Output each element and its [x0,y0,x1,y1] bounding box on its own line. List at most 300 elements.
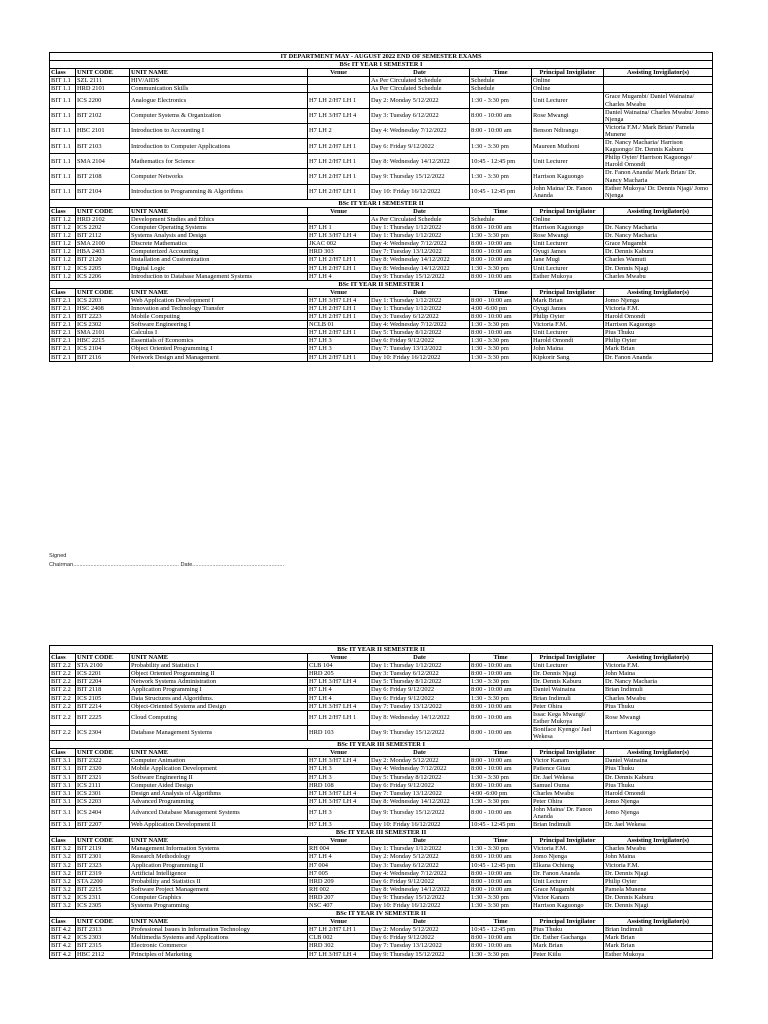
time-cell: 8:00 - 10:00 am [470,108,532,123]
time-cell: 4:00 -6:00 pm [470,305,532,313]
venue-cell: HRD 108 [308,781,370,789]
assisting-invigilator-cell: Harrison Kaguongo [604,321,713,329]
unit-code-cell: BIT 2214 [76,702,130,710]
class-cell: BIT 3.1 [50,797,76,805]
date-cell: Day 1: Thursday 1/12/2022 [370,224,470,232]
table-row [50,805,713,820]
column-header-name: UNIT NAME [130,837,308,845]
principal-invigilator-cell: Unit Lecturer [532,662,604,670]
venue-cell: H7 005 [308,869,370,877]
unit-code-cell: ICS 2203 [76,797,130,805]
unit-code-cell: BIT 2207 [76,821,130,829]
class-cell: BIT 3.1 [50,765,76,773]
column-header-code: UNIT CODE [76,69,130,77]
section-title-row [50,646,713,654]
class-cell: BIT 2.2 [50,678,76,686]
principal-invigilator-cell: John Maina/ Dr. Fanon Ananda [532,184,604,199]
date-cell: Day 8: Wednesday 14/12/2022 [370,264,470,272]
section-title-row [50,199,713,207]
unit-name-cell: Introduction to Database Management Systems [130,272,308,280]
column-header-ai: Assisting Invigilator(s) [604,69,713,77]
unit-name-cell: Mobile Computing [130,313,308,321]
time-cell: 10:45 - 12:45 pm [470,154,532,169]
table-row [50,305,713,313]
unit-name-cell: Professional Issues in Information Technology [130,926,308,934]
column-header-pi: Principal Invigilator [532,837,604,845]
date-cell: Day 9: Thursday 15/12/2022 [370,169,470,184]
venue-cell: H7 LH 2/H7 LH 1 [308,264,370,272]
class-cell: BIT 2.2 [50,686,76,694]
date-cell: Day 9: Thursday 15/12/2022 [370,725,470,740]
time-cell: 10:45 - 12:45 pm [470,861,532,869]
column-header-class: Class [50,837,76,845]
unit-name-cell: Computer Operating Systems [130,224,308,232]
document-title: IT DEPARTMENT MAY - AUGUST 2022 END OF SEMESTER EXAMS [50,53,713,61]
assisting-invigilator-cell: Brian Indimuli [604,686,713,694]
time-cell: 8:00 - 10:00 am [470,702,532,710]
table-row [50,345,713,353]
venue-cell: H7 LH 3/H7 LH 4 [308,789,370,797]
unit-name-cell: Digital Logic [130,264,308,272]
assisting-invigilator-cell: Harrison Kaguongo [604,725,713,740]
class-cell: BIT 1.2 [50,272,76,280]
column-header-pi: Principal Invigilator [532,749,604,757]
date-cell: As Per Circulated Schedule [370,77,470,85]
unit-name-cell: Computerized Accounting [130,248,308,256]
venue-cell: H7 LH 3 [308,773,370,781]
unit-name-cell: Principles of Marketing [130,950,308,958]
assisting-invigilator-cell: Mark Brian [604,942,713,950]
date-cell: Day 1: Thursday 1/12/2022 [370,662,470,670]
assisting-invigilator-cell: Brian Indimuli [604,926,713,934]
unit-name-cell: Computer Animation [130,757,308,765]
venue-cell: RH 002 [308,885,370,893]
unit-code-cell: BIT 2319 [76,869,130,877]
time-cell: 8:00 - 10:00 am [470,757,532,765]
unit-code-cell: BIT 2315 [76,942,130,950]
table-row [50,296,713,304]
assisting-invigilator-cell: Mark Brian [604,345,713,353]
principal-invigilator-cell: John Maina [532,345,604,353]
unit-code-cell: HBC 2101 [76,123,130,138]
unit-name-cell: Mathematics for Science [130,154,308,169]
unit-code-cell: ICS 2303 [76,934,130,942]
table-row [50,789,713,797]
table-row [50,702,713,710]
principal-invigilator-cell: Mark Brian [532,296,604,304]
principal-invigilator-cell: Pius Thuku [532,926,604,934]
principal-invigilator-cell: Harrison Kaguongo [532,902,604,910]
unit-code-cell: BIT 2112 [76,232,130,240]
time-cell: 8:00 - 10:00 am [470,934,532,942]
principal-invigilator-cell: Dr. Dennis Kaburu [532,678,604,686]
column-header-class: Class [50,749,76,757]
unit-code-cell: ICS 2202 [76,224,130,232]
venue-cell: H7 LH 4 [308,686,370,694]
venue-cell: H7 LH 3 [308,765,370,773]
time-cell: 8:00 - 10:00 am [470,662,532,670]
principal-invigilator-cell: Mark Brian [532,942,604,950]
class-cell: BIT 1.1 [50,169,76,184]
unit-code-cell: BIT 2215 [76,885,130,893]
assisting-invigilator-cell: Victoria F.M. [604,305,713,313]
time-cell: 8:00 - 10:00 am [470,942,532,950]
date-cell: Day 8: Wednesday 14/12/2022 [370,256,470,264]
class-cell: BIT 3.1 [50,781,76,789]
unit-name-cell: Multimedia Systems and Applications [130,934,308,942]
date-cell: Day 7: Tuesday 13/12/2022 [370,345,470,353]
assisting-invigilator-cell: Daniel Wainaina [604,757,713,765]
date-cell: Day 4: Wednesday 7/12/2022 [370,765,470,773]
principal-invigilator-cell: Peter Ohira [532,797,604,805]
section-title-row [50,61,713,69]
venue-cell: RH 004 [308,845,370,853]
date-cell: Day 7: Tuesday 13/12/2022 [370,942,470,950]
time-cell: 1:30 - 3:30 pm [470,773,532,781]
venue-cell: H7 LH 3/H7 LH 4 [308,797,370,805]
column-header-date: Date [370,69,470,77]
class-cell: BIT 2.1 [50,337,76,345]
principal-invigilator-cell: Online [532,215,604,223]
time-cell: 10:45 - 12:45 pm [470,926,532,934]
table-row [50,85,713,93]
column-header-venue: Venue [308,749,370,757]
exam-timetable-page-2 [49,645,712,959]
table-row [50,329,713,337]
table-row [50,123,713,138]
venue-cell: H7 LH 2/H7 LH 1 [308,313,370,321]
principal-invigilator-cell: Benson Ndirangu [532,123,604,138]
date-cell: Day 3: Tuesday 6/12/2022 [370,861,470,869]
table-row [50,662,713,670]
venue-cell: H7 LH 3/H7 LH 4 [308,678,370,686]
principal-invigilator-cell: Dr. Esther Gachanga [532,934,604,942]
time-cell: 1:30 - 3:30 pm [470,93,532,108]
time-cell: 1:30 - 3:30 pm [470,345,532,353]
column-header-ai: Assisting Invigilator(s) [604,749,713,757]
unit-code-cell: HBA 2403 [76,248,130,256]
column-header-row [50,749,713,757]
date-cell: Day 2: Monday 5/12/2022 [370,926,470,934]
exam-table-2 [49,645,713,959]
principal-invigilator-cell: Boniface Kyengo/ Jael Wekesa [532,725,604,740]
venue-cell: NSC 407 [308,902,370,910]
column-header-time: Time [470,288,532,296]
time-cell: 10:45 - 12:45 pm [470,821,532,829]
venue-cell: H7 004 [308,861,370,869]
time-cell: 1:30 - 3:30 pm [470,845,532,853]
table-row [50,694,713,702]
unit-code-cell: HBC 2215 [76,337,130,345]
time-cell: 8:00 - 10:00 am [470,123,532,138]
table-row [50,686,713,694]
unit-name-cell: Application Programming II [130,861,308,869]
signature-block [49,552,284,570]
unit-name-cell: HIV/AIDS [130,77,308,85]
section-title-row [50,741,713,749]
unit-code-cell: STA 2100 [76,662,130,670]
unit-code-cell: ICS 2404 [76,805,130,820]
unit-code-cell: SZL 2111 [76,77,130,85]
table-row [50,169,713,184]
unit-code-cell: BIT 2104 [76,184,130,199]
column-header-ai: Assisting Invigilator(s) [604,918,713,926]
date-cell: Day 2: Monday 5/12/2022 [370,93,470,108]
unit-code-cell: ICS 2104 [76,345,130,353]
unit-name-cell: Probability and Statistics I [130,662,308,670]
assisting-invigilator-cell: Pius Thuku [604,329,713,337]
signed-label: Signed [49,553,67,559]
assisting-invigilator-cell: Jomo Njenga [604,805,713,820]
class-cell: BIT 3.1 [50,773,76,781]
time-cell: 8:00 - 10:00 am [470,313,532,321]
time-cell: 1:30 - 3:30 pm [470,893,532,901]
class-cell: BIT 1.1 [50,139,76,154]
section-title: BSc IT YEAR II SEMESTER I [50,280,713,288]
table-row [50,139,713,154]
column-header-class: Class [50,69,76,77]
column-header-code: UNIT CODE [76,749,130,757]
assisting-invigilator-cell: John Maina [604,853,713,861]
principal-invigilator-cell: Jane Mugi [532,256,604,264]
time-cell: 8:00 - 10:00 am [470,781,532,789]
date-cell: Day 9: Thursday 15/12/2022 [370,893,470,901]
assisting-invigilator-cell: Harold Omondi [604,789,713,797]
column-header-code: UNIT CODE [76,837,130,845]
venue-cell: HRD 302 [308,942,370,950]
unit-code-cell: SMA 2101 [76,329,130,337]
assisting-invigilator-cell [604,215,713,223]
venue-cell: H7 LH 2/H7 LH 1 [308,329,370,337]
venue-cell [308,215,370,223]
principal-invigilator-cell: John Maina/ Dr. Fanon Ananda [532,805,604,820]
table-row [50,877,713,885]
principal-invigilator-cell: Victor Kanam [532,757,604,765]
time-cell: 8:00 - 10:00 am [470,670,532,678]
date-cell: Day 9: Thursday 15/12/2022 [370,950,470,958]
date-cell: Day 10: Friday 16/12/2022 [370,353,470,361]
venue-cell: H7 LH 4 [308,694,370,702]
date-cell: Day 3: Tuesday 6/12/2022 [370,670,470,678]
assisting-invigilator-cell: Dr. Nancy Macharia [604,224,713,232]
unit-code-cell: ICS 2105 [76,694,130,702]
principal-invigilator-cell: Daniel Wainaina [532,686,604,694]
assisting-invigilator-cell: Dr. Dennis Kaburu [604,893,713,901]
unit-name-cell: Electronic Commerce [130,942,308,950]
date-cell: Day 4: Wednesday 7/12/2022 [370,123,470,138]
table-row [50,757,713,765]
venue-cell: H7 LH 2/H7 LH 1 [308,169,370,184]
principal-invigilator-cell: Online [532,77,604,85]
unit-name-cell: Object-Oriented Systems and Design [130,702,308,710]
class-cell: BIT 4.2 [50,934,76,942]
unit-code-cell: BIT 2320 [76,765,130,773]
unit-name-cell: Development Studies and Ethics [130,215,308,223]
time-cell: 8:00 - 10:00 am [470,248,532,256]
time-cell: Schedule [470,215,532,223]
column-header-row [50,69,713,77]
unit-code-cell: SMA 2104 [76,154,130,169]
class-cell: BIT 3.1 [50,821,76,829]
class-cell: BIT 2.2 [50,694,76,702]
column-header-time: Time [470,654,532,662]
table-row [50,853,713,861]
table-row [50,108,713,123]
class-cell: BIT 3.1 [50,789,76,797]
date-cell: Day 6: Friday 9/12/2022 [370,337,470,345]
venue-cell: H7 LH 3 [308,821,370,829]
unit-code-cell: ICS 2302 [76,321,130,329]
class-cell: BIT 3.2 [50,902,76,910]
unit-name-cell: Essentials of Economics [130,337,308,345]
assisting-invigilator-cell: Esther Mukoya/ Dr. Dennis Njagi/ Jomo Njenga [604,184,713,199]
assisting-invigilator-cell: Pius Thuku [604,702,713,710]
principal-invigilator-cell: Peter Ohira [532,702,604,710]
unit-name-cell: Discrete Mathematics [130,240,308,248]
unit-name-cell: Network Design and Management [130,353,308,361]
table-row [50,248,713,256]
exam-timetable-page-1 [49,52,712,362]
assisting-invigilator-cell [604,85,713,93]
time-cell: 1:30 - 3:30 pm [470,321,532,329]
date-cell: Day 7: Tuesday 13/12/2022 [370,702,470,710]
column-header-time: Time [470,69,532,77]
unit-name-cell: Management Information Systems [130,845,308,853]
date-cell: Day 10: Friday 16/12/2022 [370,902,470,910]
time-cell: 8:00 - 10:00 am [470,240,532,248]
assisting-invigilator-cell: Dr. Dennis Njagi [604,264,713,272]
principal-invigilator-cell: Online [532,85,604,93]
table-row [50,272,713,280]
principal-invigilator-cell: Rose Mwangi [532,232,604,240]
unit-code-cell: ICS 2205 [76,264,130,272]
unit-code-cell: BIT 2116 [76,353,130,361]
venue-cell: H7 LH 2 [308,123,370,138]
date-cell: Day 5: Thursday 8/12/2022 [370,773,470,781]
unit-code-cell: BIT 2118 [76,686,130,694]
date-cell: As Per Circulated Schedule [370,215,470,223]
section-title: BSc IT YEAR III SEMESTER I [50,741,713,749]
column-header-name: UNIT NAME [130,749,308,757]
venue-cell: H7 LH 3/H7 LH 4 [308,108,370,123]
unit-name-cell: Network Systems Administration [130,678,308,686]
unit-code-cell: BIT 2103 [76,139,130,154]
assisting-invigilator-cell: Daniel Wainaina/ Charles Mwabu/ Jomo Njenga [604,108,713,123]
table-row [50,934,713,942]
assisting-invigilator-cell: Jomo Njenga [604,797,713,805]
unit-name-cell: Web Application Development I [130,296,308,304]
time-cell: 8:00 - 10:00 am [470,256,532,264]
section-title-row [50,910,713,918]
column-header-code: UNIT CODE [76,207,130,215]
assisting-invigilator-cell: Grace Mugambi [604,240,713,248]
date-cell: Day 3: Tuesday 6/12/2022 [370,313,470,321]
class-cell: BIT 3.2 [50,845,76,853]
unit-code-cell: ICS 2311 [76,893,130,901]
principal-invigilator-cell: Elkana Ochieng [532,861,604,869]
class-cell: BIT 3.1 [50,757,76,765]
assisting-invigilator-cell: Dr. Dennis Njagi [604,902,713,910]
time-cell: 1:30 - 3:30 pm [470,694,532,702]
class-cell: BIT 2.1 [50,353,76,361]
date-cell: Day 5: Thursday 8/12/2022 [370,678,470,686]
principal-invigilator-cell: Dr. Jael Wekesa [532,773,604,781]
class-cell: BIT 2.2 [50,662,76,670]
principal-invigilator-cell: Harold Omondi [532,337,604,345]
table-row [50,670,713,678]
time-cell: 10:45 - 12:45 pm [470,184,532,199]
venue-cell: H7 LH 3/H7 LH 4 [308,702,370,710]
column-header-time: Time [470,207,532,215]
date-cell: Day 1: Thursday 1/12/2022 [370,232,470,240]
unit-code-cell: BIT 2223 [76,313,130,321]
time-cell: 1:30 - 3:30 pm [470,678,532,686]
date-cell: Day 1: Thursday 1/12/2022 [370,296,470,304]
class-cell: BIT 1.2 [50,256,76,264]
assisting-invigilator-cell: Harold Omondi [604,313,713,321]
principal-invigilator-cell: Peter Kiilu [532,950,604,958]
principal-invigilator-cell: Victoria F.M. [532,321,604,329]
principal-invigilator-cell: Maureen Muthoni [532,139,604,154]
exam-table-1 [49,52,713,362]
date-cell: Day 6: Friday 9/12/2022 [370,781,470,789]
date-cell: Day 5: Thursday 8/12/2022 [370,329,470,337]
table-row [50,215,713,223]
date-cell: Day 10: Friday 16/12/2022 [370,184,470,199]
unit-code-cell: HSC 2408 [76,305,130,313]
column-header-ai: Assisting Invigilator(s) [604,288,713,296]
class-cell: BIT 1.1 [50,154,76,169]
section-title: BSc IT YEAR I SEMESTER II [50,199,713,207]
venue-cell: H7 LH 3/H7 LH 4 [308,950,370,958]
section-title: BSc IT YEAR I SEMESTER I [50,61,713,69]
class-cell: BIT 4.2 [50,942,76,950]
class-cell: BIT 4.2 [50,950,76,958]
class-cell: BIT 3.2 [50,869,76,877]
time-cell: 8:00 - 10:00 am [470,765,532,773]
unit-name-cell: Object Oriented Programming I [130,345,308,353]
assisting-invigilator-cell: Dr. Fanon Ananda/ Mark Brian/ Dr. Nancy Macharia [604,169,713,184]
table-row [50,337,713,345]
unit-code-cell: BIT 2204 [76,678,130,686]
class-cell: BIT 3.2 [50,877,76,885]
date-cell: As Per Circulated Schedule [370,85,470,93]
assisting-invigilator-cell: Pius Thuku [604,765,713,773]
venue-cell [308,77,370,85]
unit-code-cell: BIT 2323 [76,861,130,869]
principal-invigilator-cell: Unit Lecturer [532,240,604,248]
date-cell: Day 6: Friday 9/12/2022 [370,139,470,154]
column-header-venue: Venue [308,837,370,845]
table-row [50,950,713,958]
venue-cell: CLB 002 [308,934,370,942]
column-header-time: Time [470,837,532,845]
principal-invigilator-cell: Unit Lecturer [532,329,604,337]
table-row [50,256,713,264]
venue-cell: JKAC 002 [308,240,370,248]
date-cell: Day 6: Friday 9/12/2022 [370,694,470,702]
table-row [50,710,713,725]
column-header-date: Date [370,207,470,215]
column-header-time: Time [470,749,532,757]
class-cell: BIT 3.2 [50,861,76,869]
principal-invigilator-cell: Unit Lecturer [532,93,604,108]
table-row [50,678,713,686]
class-cell: BIT 2.1 [50,313,76,321]
assisting-invigilator-cell: Dr. Nancy Macharia [604,232,713,240]
column-header-code: UNIT CODE [76,288,130,296]
venue-cell: H7 LH 1 [308,224,370,232]
